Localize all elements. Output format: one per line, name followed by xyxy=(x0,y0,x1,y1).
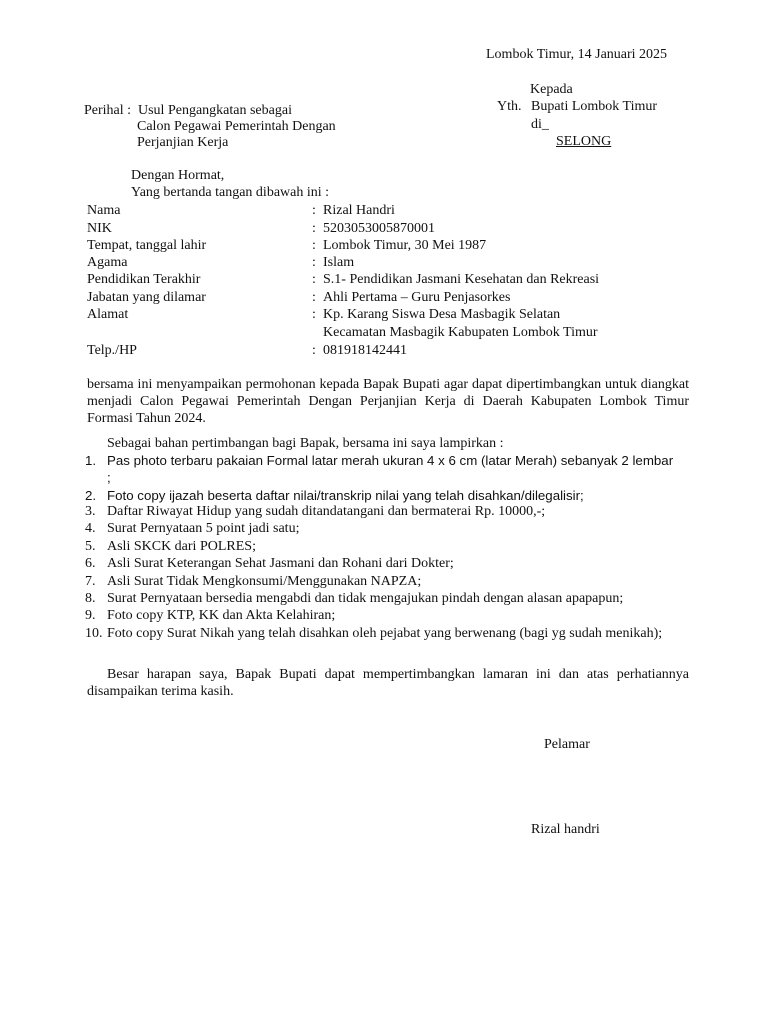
list-item xyxy=(85,625,690,659)
identity-label: Alamat xyxy=(87,307,129,322)
identity-label: Agama xyxy=(87,255,128,270)
list-number: 9. xyxy=(85,608,96,623)
identity-value: 081918142441 xyxy=(323,343,407,358)
identity-colon: : xyxy=(312,307,316,322)
list-number: 1. xyxy=(85,453,97,468)
list-number: 6. xyxy=(85,556,96,571)
identity-label: Tempat, tanggal lahir xyxy=(87,238,207,253)
identity-row-education xyxy=(87,271,707,288)
body-paragraph: bersama ini menyampaikan permohonan kepada Bapak Bupati agar dapat dipertimbangkan untuk diangkat menjadi Calon Pegawai Pemerintah Dengan Perjanjian Kerja di Daerah Kabupaten Lombok Timur Formasi Tahun 2024. xyxy=(87,377,689,426)
identity-row-birth xyxy=(87,237,707,254)
list-number: 8. xyxy=(85,591,96,606)
identity-label: NIK xyxy=(87,221,112,236)
list-text: Asli SKCK dari POLRES; xyxy=(107,539,256,554)
list-number: 5. xyxy=(85,539,96,554)
identity-row-phone xyxy=(87,342,707,359)
identity-colon: : xyxy=(312,238,316,253)
list-text: Asli Surat Keterangan Sehat Jasmani dan Rohani dari Dokter; xyxy=(107,556,454,571)
identity-row-nik xyxy=(87,220,707,237)
perihal-label: Perihal : xyxy=(84,103,132,118)
list-text: Surat Pernyataan 5 point jadi satu; xyxy=(107,521,300,536)
identity-value: Rizal Handri xyxy=(323,203,395,218)
identity-label: Nama xyxy=(87,203,121,218)
list-text: Asli Surat Tidak Mengkonsumi/Menggunakan NAPZA; xyxy=(107,574,422,589)
identity-colon: : xyxy=(312,255,316,270)
identity-label: Pendidikan Terakhir xyxy=(87,272,201,287)
list-number: 3. xyxy=(85,504,96,519)
intro-line: Yang bertanda tangan dibawah ini : xyxy=(131,185,330,200)
list-number: 10. xyxy=(85,626,103,641)
signature-name: Rizal handri xyxy=(531,822,600,837)
list-text-continued: ; xyxy=(107,470,111,485)
list-text: Daftar Riwayat Hidup yang sudah ditandatangani dan bermaterai Rp. 10000,-; xyxy=(107,504,546,519)
identity-value: Islam xyxy=(323,255,355,270)
list-text: Foto copy KTP, KK dan Akta Kelahiran; xyxy=(107,608,336,623)
identity-row-address xyxy=(87,306,707,340)
perihal-line-2: Calon Pegawai Pemerintah Dengan xyxy=(137,119,336,134)
identity-row-nama xyxy=(87,202,707,219)
list-item xyxy=(85,452,690,486)
identity-colon: : xyxy=(312,290,316,305)
recipient-yth: Yth. xyxy=(497,99,522,114)
closing-paragraph: Besar harapan saya, Bapak Bupati dapat mempertimbangkan lamaran ini dan atas perhatiannya disampaikan terima kasih. xyxy=(87,667,689,699)
list-text: Foto copy ijazah beserta daftar nilai/transkrip nilai yang telah disahkan/dilegalisir; xyxy=(107,488,584,503)
identity-colon: : xyxy=(312,203,316,218)
list-text: Surat Pernyataan bersedia mengabdi dan tidak mengajukan pindah dengan alasan apapapun; xyxy=(107,591,624,606)
identity-label: Telp./HP xyxy=(87,343,137,358)
attachments-intro: Sebagai bahan pertimbangan bagi Bapak, bersama ini saya lampirkan : xyxy=(107,436,504,451)
identity-colon: : xyxy=(312,343,316,358)
identity-row-position xyxy=(87,289,707,306)
identity-value-continued: Kecamatan Masbagik Kabupaten Lombok Timur xyxy=(323,325,598,340)
identity-row-religion xyxy=(87,254,707,271)
recipient-di: di_ xyxy=(531,117,549,132)
greeting: Dengan Hormat, xyxy=(131,168,225,183)
recipient-kepada: Kepada xyxy=(530,82,573,97)
identity-value: S.1- Pendidikan Jasmani Kesehatan dan Rekreasi xyxy=(323,272,600,287)
recipient-city: SELONG xyxy=(556,134,612,149)
identity-value: Lombok Timur, 30 Mei 1987 xyxy=(323,238,487,253)
identity-colon: : xyxy=(312,272,316,287)
identity-colon: : xyxy=(312,221,316,236)
list-number: 2. xyxy=(85,488,97,503)
list-number: 4. xyxy=(85,521,96,536)
identity-label: Jabatan yang dilamar xyxy=(87,290,206,305)
list-text: Foto copy Surat Nikah yang telah disahkan oleh pejabat yang berwenang (bagi yg sudah menikah); xyxy=(107,626,663,641)
place-date: Lombok Timur, 14 Januari 2025 xyxy=(486,47,668,62)
list-text: Pas photo terbaru pakaian Formal latar merah ukuran 4 x 6 cm (latar Merah) sebanyak 2 lembar xyxy=(107,453,674,468)
recipient-name: Bupati Lombok Timur xyxy=(531,99,658,114)
identity-value: 5203053005870001 xyxy=(323,221,435,236)
perihal-line-3: Perjanjian Kerja xyxy=(137,135,229,150)
identity-value: Kp. Karang Siswa Desa Masbagik Selatan xyxy=(323,307,561,322)
list-number: 7. xyxy=(85,574,96,589)
identity-value: Ahli Pertama – Guru Penjasorkes xyxy=(323,290,511,305)
perihal-line-1: Usul Pengangkatan sebagai xyxy=(138,103,292,118)
signature-title: Pelamar xyxy=(544,737,590,752)
